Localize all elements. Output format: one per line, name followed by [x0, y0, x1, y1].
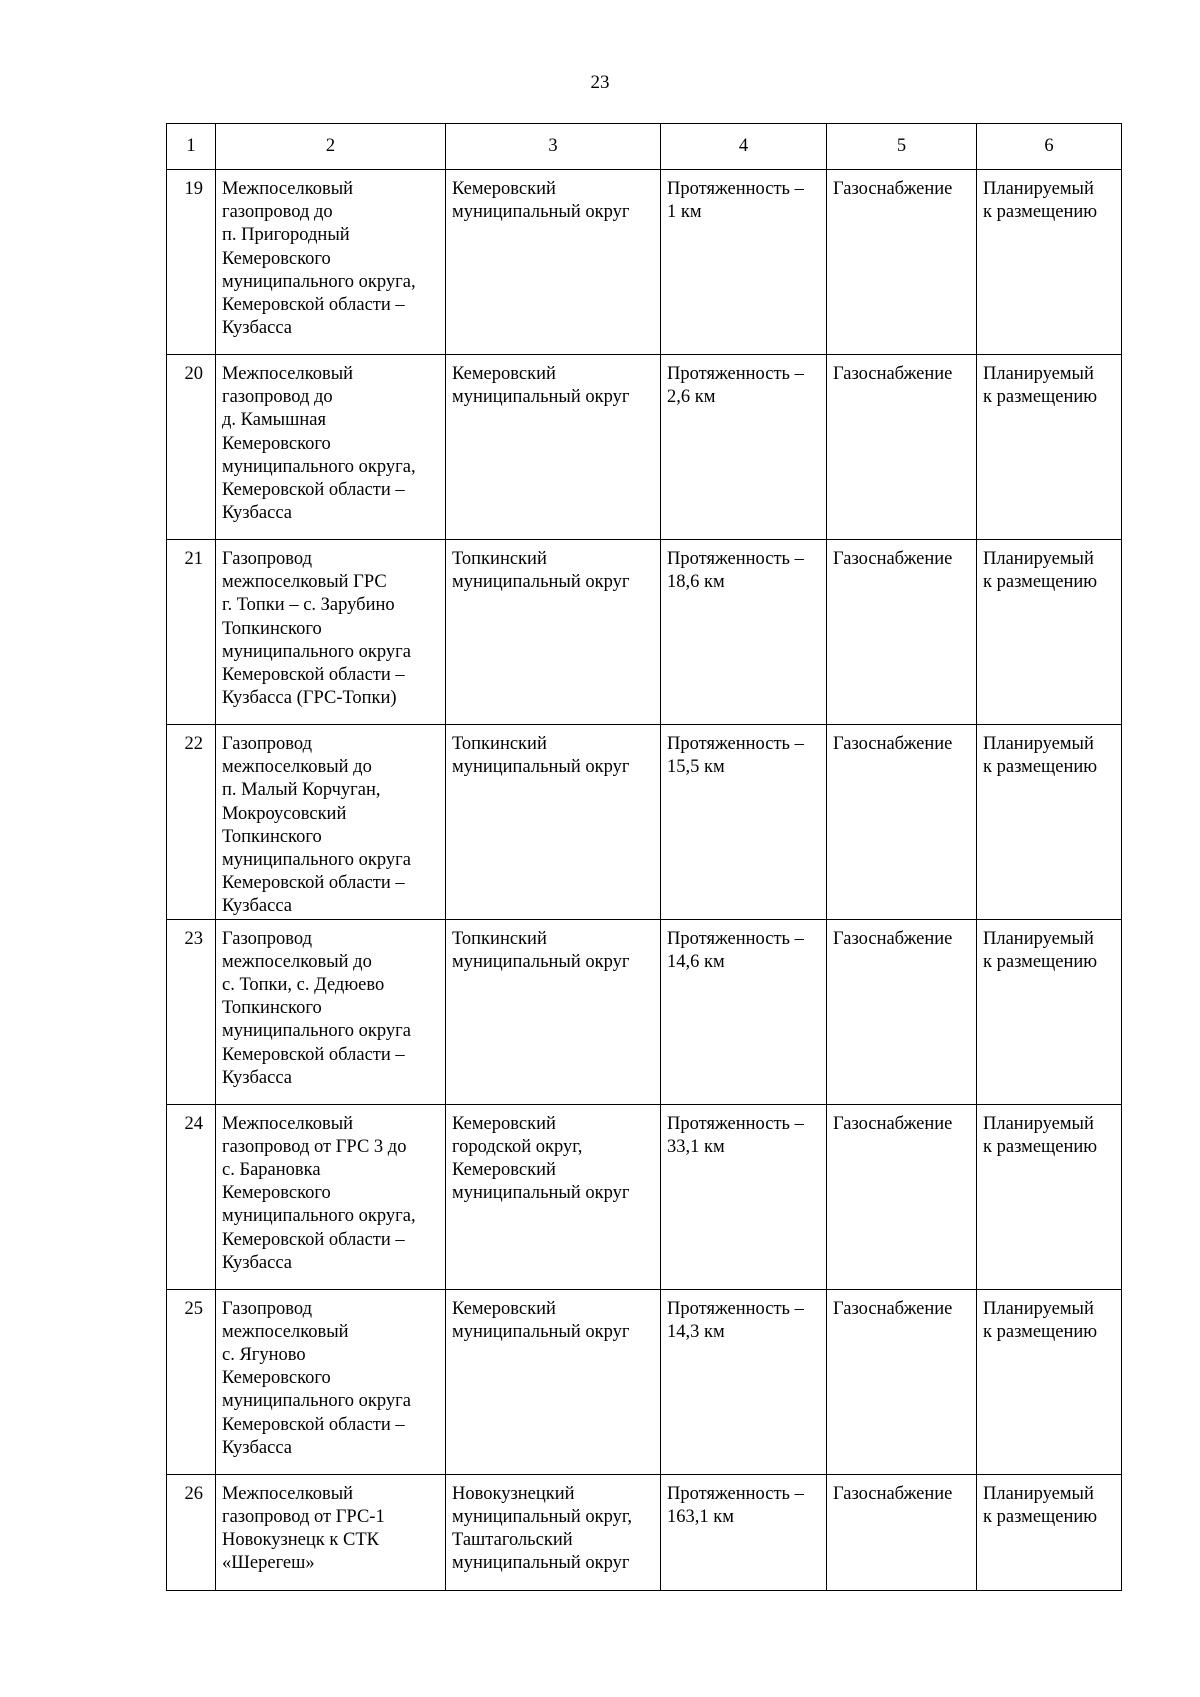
- object-name-cell-line: Газопровод: [222, 549, 313, 569]
- object-name-cell-line: межпоселковый до: [222, 757, 372, 778]
- location-cell-line: Кемеровский: [452, 1113, 556, 1134]
- characteristic-cell-line: 1 км: [667, 202, 702, 223]
- object-name-cell-line: Кемеровской области –: [222, 295, 405, 316]
- characteristic-cell: [661, 170, 827, 355]
- object-name-cell-line: муниципального округа: [222, 641, 411, 662]
- column-header: 4: [661, 124, 827, 170]
- column-header: 1: [167, 124, 216, 170]
- location-cell-line: муниципальный округ: [452, 1321, 630, 1342]
- row-number-cell: 19: [167, 170, 216, 355]
- object-name-cell: [216, 540, 446, 725]
- status-cell-line: к размещению: [983, 572, 1098, 593]
- location-cell-line: муниципальный округ: [452, 1553, 630, 1574]
- object-name-cell-line: «Шерегеш»: [222, 1553, 315, 1574]
- row-number-cell: 20: [167, 355, 216, 540]
- characteristic-cell-line: Протяженность –: [667, 549, 804, 569]
- object-name-cell-line: Топкинского: [222, 998, 322, 1019]
- object-name-cell-line: с. Ягуново: [222, 1345, 306, 1366]
- object-name-cell-line: газопровод от ГРС-1: [222, 1506, 385, 1527]
- purpose-cell-line: Газоснабжение: [833, 734, 953, 754]
- object-name-cell-line: Газопровод: [222, 1298, 313, 1319]
- purpose-cell: [827, 919, 977, 1104]
- column-header: 6: [977, 124, 1122, 170]
- object-name-cell-line: Кемеровского: [222, 433, 331, 454]
- object-name-cell-line: Межпоселковый: [222, 364, 354, 384]
- status-cell-line: Планируемый: [983, 179, 1094, 199]
- status-cell: [977, 1289, 1122, 1474]
- status-cell-line: к размещению: [983, 951, 1098, 972]
- status-cell-line: к размещению: [983, 1506, 1098, 1527]
- table-row: [167, 540, 1122, 725]
- location-cell-line: Кемеровский: [452, 364, 556, 384]
- location-cell-line: Топкинский: [452, 734, 547, 754]
- object-name-cell-line: межпоселковый: [222, 1321, 349, 1342]
- location-cell-line: муниципальный округ: [452, 202, 630, 223]
- status-cell: [977, 355, 1122, 540]
- characteristic-cell: [661, 355, 827, 540]
- purpose-cell: [827, 1104, 977, 1289]
- table-row: [167, 1289, 1122, 1474]
- object-name-cell-line: газопровод до: [222, 387, 333, 408]
- object-name-cell-line: Кемеровского: [222, 1368, 331, 1389]
- location-cell: [446, 540, 661, 725]
- location-cell-line: муниципальный округ: [452, 757, 630, 778]
- status-cell-line: Планируемый: [983, 1298, 1094, 1319]
- location-cell: [446, 1104, 661, 1289]
- object-name-cell-line: Газопровод: [222, 928, 313, 949]
- status-cell: [977, 1104, 1122, 1289]
- location-cell-line: Таштагольский: [452, 1530, 573, 1551]
- characteristic-cell-line: 18,6 км: [667, 572, 725, 593]
- object-name-cell-line: Кузбасса (ГРС-Топки): [222, 688, 397, 709]
- object-name-cell-line: Газопровод: [222, 734, 313, 754]
- object-name-cell-line: межпоселковый ГРС: [222, 572, 387, 593]
- object-name-cell-line: Кузбасса: [222, 896, 292, 917]
- purpose-cell-line: Газоснабжение: [833, 364, 953, 384]
- object-name-cell-line: с. Барановка: [222, 1160, 321, 1181]
- purpose-cell: [827, 355, 977, 540]
- purpose-cell: [827, 725, 977, 920]
- table-row: [167, 170, 1122, 355]
- location-cell-line: муниципальный округ: [452, 951, 630, 972]
- status-cell-line: к размещению: [983, 757, 1098, 778]
- object-name-cell-line: Кузбасса: [222, 318, 292, 339]
- object-name-cell-line: муниципального округа: [222, 850, 411, 871]
- object-name-cell-line: Кемеровской области –: [222, 1414, 405, 1435]
- object-name-cell-line: Кузбасса: [222, 1252, 292, 1273]
- object-name-cell: [216, 1474, 446, 1590]
- object-name-cell: [216, 355, 446, 540]
- object-name-cell-line: Новокузнецк к СТК: [222, 1530, 379, 1551]
- status-cell: [977, 919, 1122, 1104]
- characteristic-cell-line: Протяженность –: [667, 179, 804, 199]
- object-name-cell-line: Кузбасса: [222, 503, 292, 524]
- object-name-cell-line: Топкинского: [222, 618, 322, 639]
- location-cell-line: муниципальный округ,: [452, 1506, 632, 1527]
- column-header: 5: [827, 124, 977, 170]
- status-cell: [977, 540, 1122, 725]
- characteristic-cell-line: 15,5 км: [667, 757, 725, 778]
- characteristic-cell-line: Протяженность –: [667, 734, 804, 754]
- location-cell-line: городской округ,: [452, 1136, 583, 1157]
- table-row: [167, 1474, 1122, 1590]
- object-name-cell-line: газопровод до: [222, 202, 333, 223]
- table-row: [167, 725, 1122, 920]
- object-name-cell-line: Кемеровского: [222, 248, 331, 269]
- location-cell-line: Кемеровский: [452, 1298, 556, 1319]
- characteristic-cell-line: 2,6 км: [667, 387, 716, 408]
- object-name-cell-line: муниципального округа,: [222, 456, 416, 477]
- object-name-cell-line: Мокроусовский: [222, 803, 347, 824]
- object-name-cell-line: Кемеровской области –: [222, 1229, 405, 1250]
- status-cell: [977, 1474, 1122, 1590]
- characteristic-cell: [661, 725, 827, 920]
- location-cell: [446, 919, 661, 1104]
- purpose-cell-line: Газоснабжение: [833, 1298, 953, 1319]
- object-name-cell: [216, 725, 446, 920]
- purpose-cell: [827, 540, 977, 725]
- status-cell-line: к размещению: [983, 1321, 1098, 1342]
- characteristic-cell-line: 163,1 км: [667, 1506, 734, 1527]
- purpose-cell-line: Газоснабжение: [833, 549, 953, 569]
- row-number-cell: 25: [167, 1289, 216, 1474]
- object-name-cell-line: п. Пригородный: [222, 225, 350, 246]
- object-name-cell-line: с. Топки, с. Дедюево: [222, 975, 385, 996]
- table-row: [167, 919, 1122, 1104]
- object-name-cell-line: Кузбасса: [222, 1437, 292, 1458]
- location-cell-line: муниципальный округ: [452, 1183, 630, 1204]
- status-cell-line: Планируемый: [983, 1113, 1094, 1134]
- characteristic-cell-line: Протяженность –: [667, 1298, 804, 1319]
- status-cell-line: Планируемый: [983, 549, 1094, 569]
- object-name-cell-line: г. Топки – с. Зарубино: [222, 595, 395, 616]
- object-name-cell-line: газопровод от ГРС 3 до: [222, 1136, 407, 1157]
- row-number-cell: 24: [167, 1104, 216, 1289]
- location-cell: [446, 170, 661, 355]
- object-name-cell-line: Межпоселковый: [222, 1113, 354, 1134]
- status-cell-line: Планируемый: [983, 734, 1094, 754]
- characteristic-cell-line: Протяженность –: [667, 364, 804, 384]
- purpose-cell: [827, 170, 977, 355]
- object-name-cell-line: Межпоселковый: [222, 179, 354, 199]
- purpose-cell: [827, 1289, 977, 1474]
- table-row: [167, 1104, 1122, 1289]
- location-cell: [446, 725, 661, 920]
- characteristic-cell-line: Протяженность –: [667, 928, 804, 949]
- status-cell-line: к размещению: [983, 1136, 1098, 1157]
- characteristic-cell: [661, 1104, 827, 1289]
- purpose-cell: [827, 1474, 977, 1590]
- status-cell: [977, 725, 1122, 920]
- object-name-cell: [216, 170, 446, 355]
- characteristic-cell: [661, 540, 827, 725]
- table-header-row: [167, 124, 1122, 170]
- object-name-cell-line: Межпоселковый: [222, 1483, 354, 1504]
- column-header: 3: [446, 124, 661, 170]
- object-name-cell-line: Кемеровской области –: [222, 873, 405, 894]
- characteristic-cell: [661, 1289, 827, 1474]
- purpose-cell-line: Газоснабжение: [833, 928, 953, 949]
- object-name-cell-line: муниципального округа,: [222, 271, 416, 292]
- row-number-cell: 22: [167, 725, 216, 920]
- location-cell-line: Топкинский: [452, 928, 547, 949]
- characteristic-cell: [661, 1474, 827, 1590]
- purpose-cell-line: Газоснабжение: [833, 179, 953, 199]
- status-cell-line: к размещению: [983, 202, 1098, 223]
- location-cell: [446, 1474, 661, 1590]
- status-cell-line: Планируемый: [983, 1483, 1094, 1504]
- object-name-cell-line: муниципального округа: [222, 1021, 411, 1042]
- object-name-cell-line: Кемеровской области –: [222, 480, 405, 501]
- page-number: 23: [590, 72, 610, 93]
- characteristic-cell-line: 14,6 км: [667, 951, 725, 972]
- object-name-cell-line: д. Камышная: [222, 410, 326, 431]
- status-cell-line: Планируемый: [983, 364, 1094, 384]
- object-name-cell-line: муниципального округа: [222, 1391, 411, 1412]
- object-name-cell-line: муниципального округа,: [222, 1206, 416, 1227]
- characteristic-cell-line: Протяженность –: [667, 1483, 804, 1504]
- object-name-cell: [216, 1104, 446, 1289]
- objects-table: [166, 123, 1122, 1591]
- object-name-cell-line: Топкинского: [222, 826, 322, 847]
- table-body: [167, 170, 1122, 1591]
- object-name-cell-line: межпоселковый до: [222, 951, 372, 972]
- location-cell-line: муниципальный округ: [452, 572, 630, 593]
- status-cell-line: Планируемый: [983, 928, 1094, 949]
- characteristic-cell-line: Протяженность –: [667, 1113, 804, 1134]
- object-name-cell-line: Кузбасса: [222, 1067, 292, 1088]
- object-name-cell: [216, 919, 446, 1104]
- status-cell: [977, 170, 1122, 355]
- location-cell-line: Кемеровский: [452, 179, 556, 199]
- purpose-cell-line: Газоснабжение: [833, 1483, 953, 1504]
- location-cell-line: муниципальный округ: [452, 387, 630, 408]
- object-name-cell-line: Кемеровской области –: [222, 1044, 405, 1065]
- characteristic-cell-line: 33,1 км: [667, 1136, 725, 1157]
- location-cell-line: Новокузнецкий: [452, 1483, 575, 1504]
- status-cell-line: к размещению: [983, 387, 1098, 408]
- location-cell-line: Топкинский: [452, 549, 547, 569]
- characteristic-cell: [661, 919, 827, 1104]
- object-name-cell-line: Кемеровской области –: [222, 665, 405, 686]
- object-name-cell-line: Кемеровского: [222, 1183, 331, 1204]
- purpose-cell-line: Газоснабжение: [833, 1113, 953, 1134]
- location-cell-line: Кемеровский: [452, 1160, 556, 1181]
- object-name-cell: [216, 1289, 446, 1474]
- characteristic-cell-line: 14,3 км: [667, 1321, 725, 1342]
- table-row: [167, 355, 1122, 540]
- row-number-cell: 26: [167, 1474, 216, 1590]
- row-number-cell: 23: [167, 919, 216, 1104]
- location-cell: [446, 1289, 661, 1474]
- row-number-cell: 21: [167, 540, 216, 725]
- location-cell: [446, 355, 661, 540]
- object-name-cell-line: п. Малый Корчуган,: [222, 780, 381, 801]
- column-header: 2: [216, 124, 446, 170]
